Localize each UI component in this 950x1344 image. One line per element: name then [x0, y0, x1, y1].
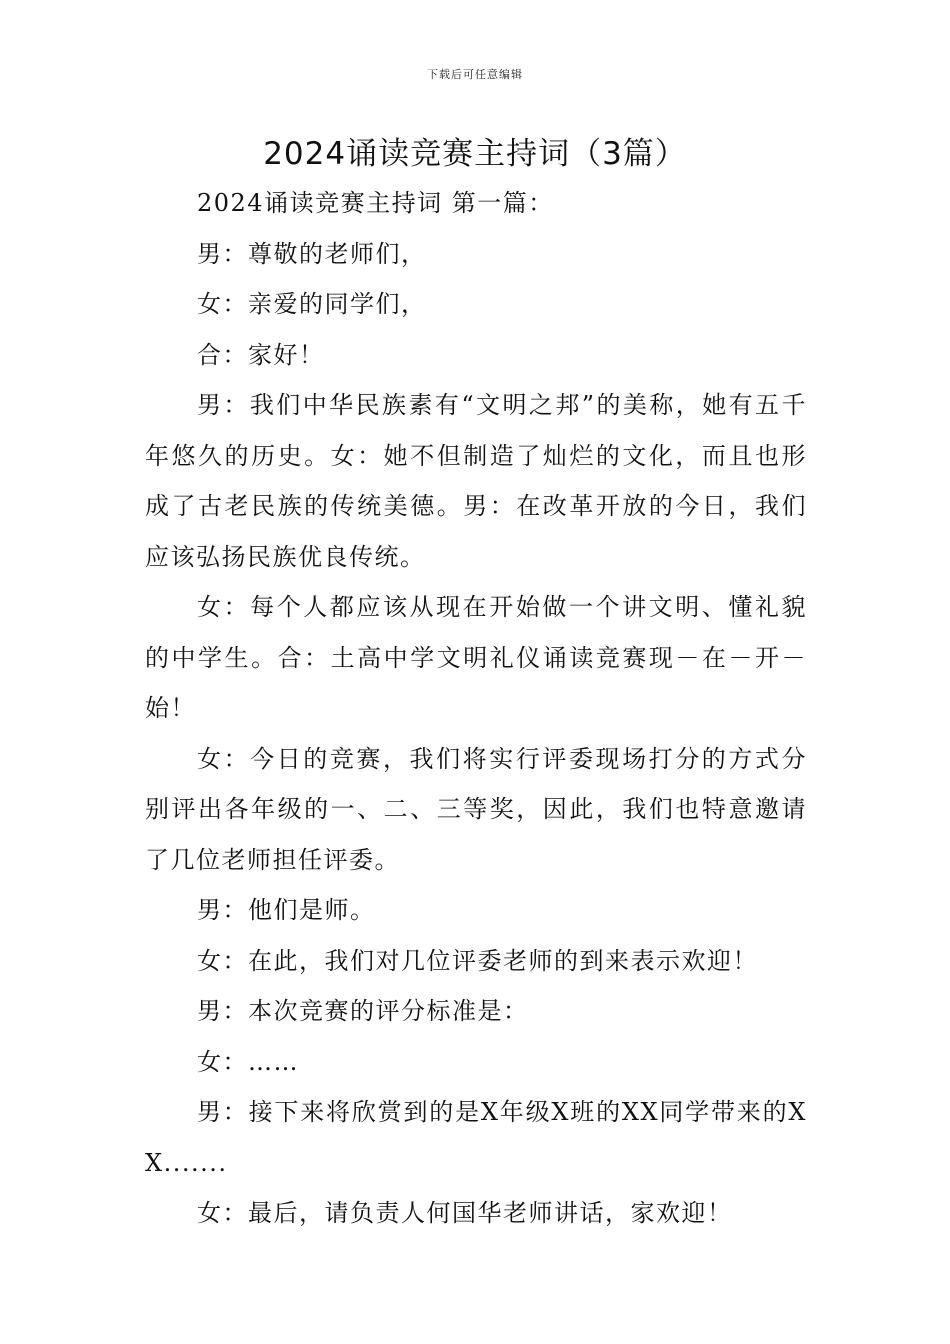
paragraph-line: 男：他们是师。	[197, 896, 376, 924]
document-body	[145, 178, 807, 1239]
paragraph-line: 女：今日的竞赛，我们将实行评委现场打分的方式分别评出各年级的一、二、三等奖，因此，我们也特意邀请了几位老师担任评委。	[145, 744, 807, 874]
header-note: 下载后可任意编辑	[427, 68, 523, 81]
paragraph-line: 女：亲爱的同学们，	[197, 290, 427, 318]
paragraph-line: 女：最后，请负责人何国华老师讲话，家欢迎！	[197, 1199, 733, 1227]
paragraph-line: 女：每个人都应该从现在开始做一个讲文明、懂礼貌的中学生。合：土高中学文明礼仪诵读竞赛现－在－开－始！	[145, 593, 807, 722]
paragraph-line: 男：尊敬的老师们，	[197, 239, 427, 268]
paragraph-line: 男：我们中华民族素有“文明之邦”的美称，她有五千年悠久的历史。女：她不但制造了灿烂的文化，而且也形成了古老民族的传统美德。男：在改革开放的今日，我们应该弘扬民族优良传统。	[145, 391, 807, 571]
paragraph-line: 女：……	[197, 1047, 299, 1076]
paragraph-line: 女：在此，我们对几位评委老师的到来表示欢迎！	[197, 946, 758, 975]
paragraph-line: 合：家好！	[197, 340, 325, 369]
paragraph-line: 男：本次竞赛的评分标准是：	[197, 997, 529, 1025]
document-title: 2024诵读竞赛主持词（3篇）	[263, 136, 687, 172]
paragraph-line: 男：接下来将欣赏到的是X年级X班的XX同学带来的XX.......	[145, 1098, 807, 1177]
paragraph-subtitle: 2024诵读竞赛主持词 第一篇：	[197, 189, 554, 217]
